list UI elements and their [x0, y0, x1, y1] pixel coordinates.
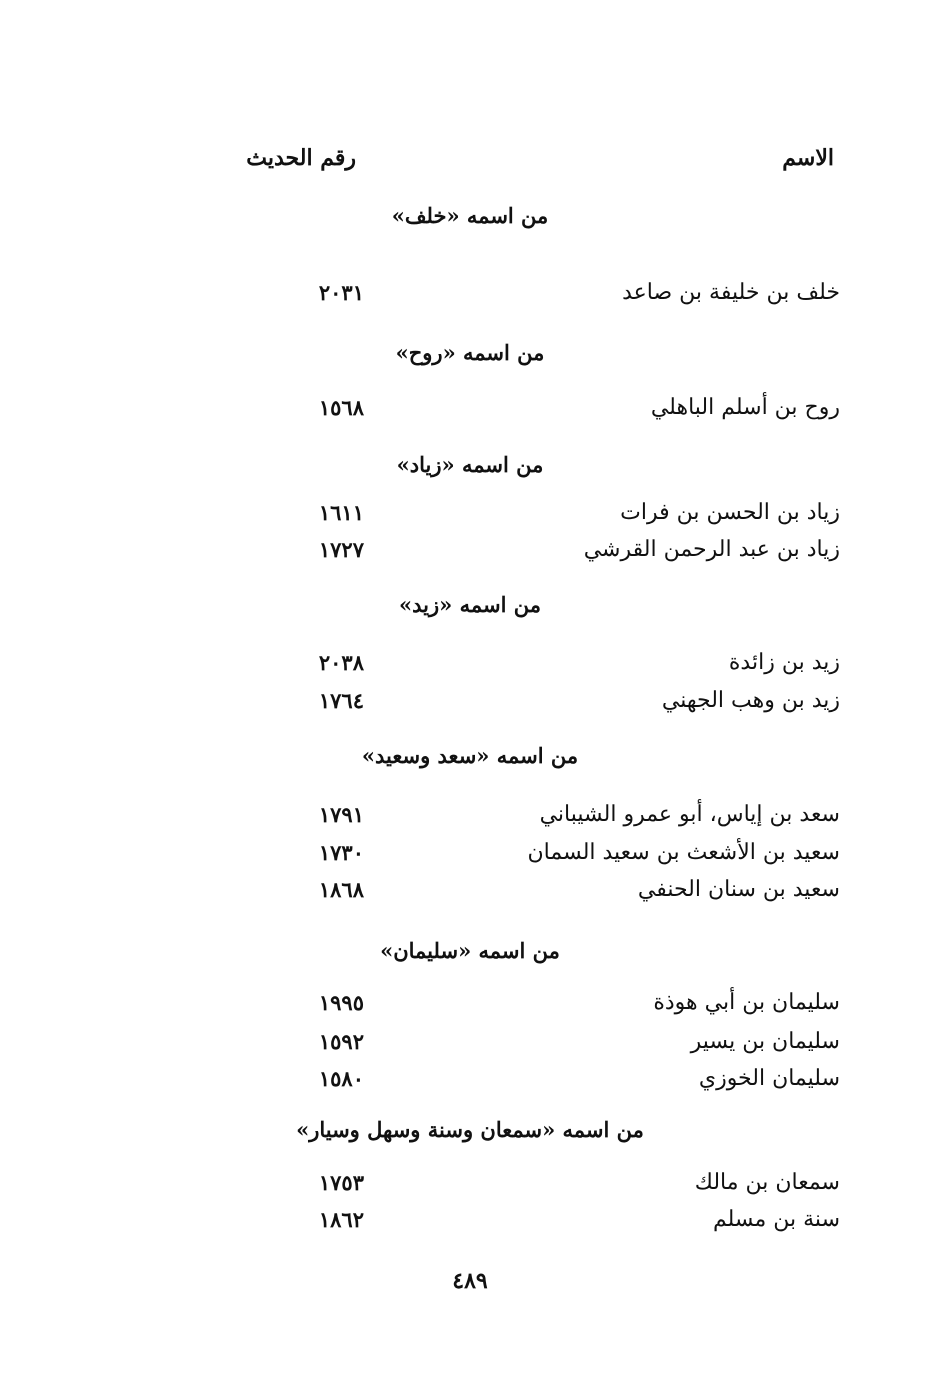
entry-row [0, 500, 940, 532]
group-heading-samaan: من اسمه «سمعان وسنة وسهل وسيار» [296, 1117, 644, 1142]
hadith-number: ١٧٥٣ [318, 1170, 364, 1195]
narrator-name: سليمان بن أبي هوذة [653, 990, 840, 1015]
entry-row [0, 1207, 940, 1239]
hadith-number: ١٦١١ [318, 500, 364, 525]
hadith-number: ١٧٦٤ [318, 688, 364, 713]
page-number: ٤٨٩ [452, 1268, 488, 1294]
group-heading-rawh: من اسمه «روح» [395, 340, 545, 365]
narrator-name: سعد بن إياس، أبو عمرو الشيباني [539, 802, 840, 827]
hadith-number: ١٩٩٥ [318, 990, 364, 1015]
entry-row [0, 990, 940, 1022]
entry-row [0, 1066, 940, 1098]
group-heading-sulayman: من اسمه «سليمان» [380, 938, 560, 963]
hadith-number: ١٧٢٧ [318, 537, 364, 562]
group-heading-ziyad: من اسمه «زياد» [396, 452, 544, 477]
entry-row [0, 280, 940, 312]
narrator-name: زيد بن زائدة [728, 650, 840, 675]
narrator-name: زيد بن وهب الجهني [661, 688, 840, 713]
entry-row [0, 537, 940, 569]
entry-row [0, 840, 940, 872]
narrator-name: سليمان الخوزي [698, 1066, 840, 1091]
narrator-name: زياد بن الحسن بن فرات [620, 500, 840, 525]
group-heading-khalaf: من اسمه «خلف» [391, 203, 549, 228]
entry-row [0, 877, 940, 909]
entry-row [0, 650, 940, 682]
entry-row [0, 1170, 940, 1202]
entry-row [0, 688, 940, 720]
group-heading-saad-saeed: من اسمه «سعد وسعيد» [361, 743, 579, 768]
number-column-header: رقم الحديث [246, 145, 356, 171]
hadith-number: ١٨٦٢ [318, 1207, 364, 1232]
narrator-name: سعيد بن سنان الحنفي [637, 877, 840, 902]
hadith-number: ٢٠٣١ [318, 280, 364, 305]
hadith-number: ١٥٩٢ [318, 1029, 364, 1054]
narrator-name: زياد بن عبد الرحمن القرشي [583, 537, 840, 562]
entry-row [0, 395, 940, 427]
entry-row [0, 1029, 940, 1061]
narrator-name: خلف بن خليفة بن صاعد [622, 280, 840, 305]
narrator-name: سليمان بن يسير [690, 1029, 840, 1054]
name-column-header: الاسم [782, 145, 834, 171]
hadith-number: ١٧٩١ [318, 802, 364, 827]
hadith-number: ٢٠٣٨ [318, 650, 364, 675]
narrator-name: سعيد بن الأشعث بن سعيد السمان [527, 840, 840, 865]
group-heading-zayd: من اسمه «زيد» [399, 592, 541, 617]
hadith-number: ١٥٦٨ [318, 395, 364, 420]
hadith-number: ١٨٦٨ [318, 877, 364, 902]
entry-row [0, 802, 940, 834]
narrator-name: روح بن أسلم الباهلي [650, 395, 840, 420]
hadith-number: ١٧٣٠ [318, 840, 364, 865]
hadith-number: ١٥٨٠ [318, 1066, 364, 1091]
narrator-name: سنة بن مسلم [712, 1207, 840, 1232]
narrator-name: سمعان بن مالك [694, 1170, 840, 1195]
